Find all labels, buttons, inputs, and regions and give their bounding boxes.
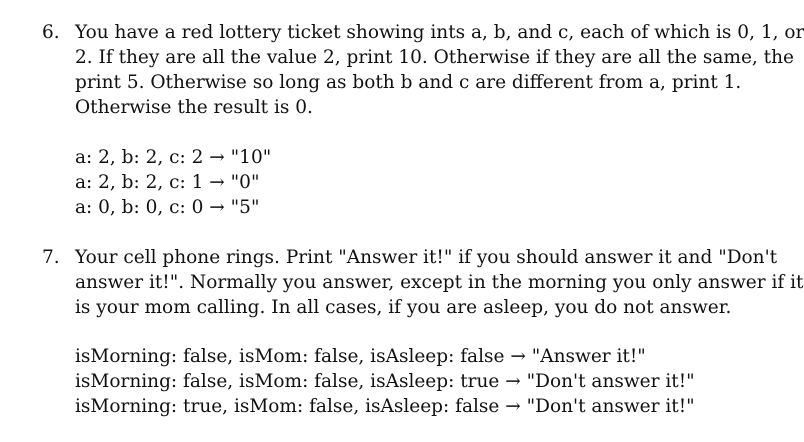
- example-line: isMorning: true, isMom: false, isAsleep: false → "Don't answer it!": [75, 396, 695, 417]
- example-line: isMorning: false, isMom: false, isAsleep: true → "Don't answer it!": [75, 371, 695, 392]
- example-line: isMorning: false, isMom: false, isAsleep: false → "Answer it!": [75, 346, 646, 367]
- description-line: Otherwise the result is 0.: [75, 97, 313, 118]
- example-line: a: 2, b: 2, c: 1 → "0": [75, 172, 260, 193]
- problem-number: 7.: [42, 247, 60, 268]
- description-line: You have a red lottery ticket showing ints a, b, and c, each of which is 0, 1, or: [75, 22, 804, 43]
- problem-description: [75, 20, 804, 120]
- example-list: [75, 145, 790, 220]
- description-line: is your mom calling. In all cases, if you are asleep, you do not answer.: [75, 297, 732, 318]
- description-line: Your cell phone rings. Print "Answer it!" if you should answer it and "Don't: [75, 247, 778, 268]
- example-line: a: 2, b: 2, c: 2 → "10": [75, 147, 272, 168]
- example-line: a: 0, b: 0, c: 0 → "5": [75, 197, 260, 218]
- description-line: answer it!". Normally you answer, except in the morning you only answer if it: [75, 272, 804, 293]
- problem-description: [75, 245, 804, 320]
- description-line: print 5. Otherwise so long as both b and c are different from a, print 1.: [75, 72, 742, 93]
- problem-number: 6.: [42, 22, 60, 43]
- description-line: 2. If they are all the value 2, print 10. Otherwise if they are all the same, the: [75, 47, 794, 68]
- example-list: [75, 344, 790, 419]
